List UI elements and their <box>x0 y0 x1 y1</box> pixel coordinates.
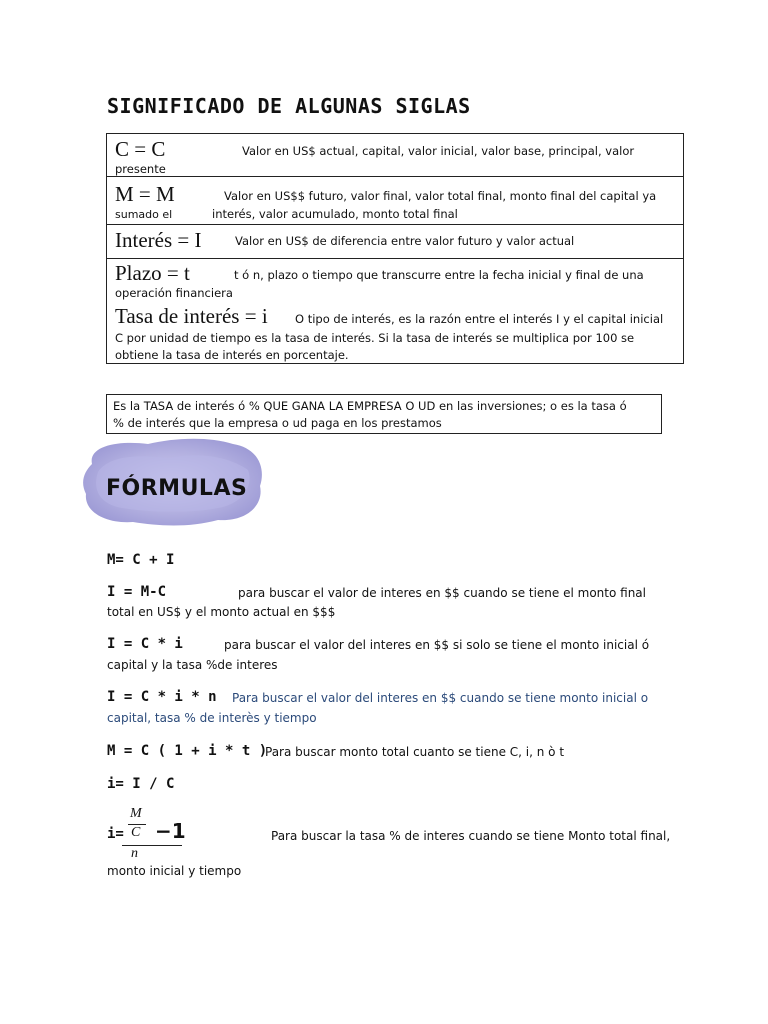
term-c: C = C <box>115 137 166 161</box>
formula-i-ci: I = C * i <box>107 636 183 652</box>
note-line-1: Es la TASA de interés ó % QUE GANA LA EMPRESA O UD en las inversiones; o es la tasa ó <box>113 399 627 413</box>
desc-tasa-3: obtiene la tasa de interés en porcentaje. <box>115 348 349 362</box>
formula-i-cin: I = C * i * n <box>107 689 217 705</box>
page-title: SIGNIFICADO DE ALGUNAS SIGLAS <box>107 94 471 118</box>
formula-tasa-desc-2: monto inicial y tiempo <box>107 864 242 878</box>
formula-m: M= C + I <box>107 552 175 568</box>
desc-c-2: presente <box>115 162 166 176</box>
term-interes: Interés = I <box>115 228 202 252</box>
formula-i-mc-desc-1: para buscar el valor de interes en $$ cuando se tiene el monto final <box>238 586 646 600</box>
formulas-heading: FÓRMULAS <box>106 476 248 501</box>
desc-tasa-1: O tipo de interés, es la razón entre el interés I y el capital inicial <box>295 312 664 326</box>
siglas-table <box>106 133 684 364</box>
formula-m-total: M = C ( 1 + i * t ) <box>107 743 268 759</box>
desc-interes: Valor en US$ de diferencia entre valor futuro y valor actual <box>235 234 575 248</box>
formula-i-mc-desc-2: total en US$ y el monto actual en $$$ <box>107 605 336 619</box>
note-line-2: % de interés que la empresa o ud paga en los prestamos <box>113 416 442 430</box>
formula-i-ci-desc-1: para buscar el valor del interes en $$ si solo se tiene el monto inicial ó <box>224 638 650 652</box>
formula-tasa-lhs: i= <box>107 826 124 842</box>
term-m: M = M <box>115 182 175 206</box>
formula-i-cin-desc-2: capital, tasa % de interès y tiempo <box>107 711 317 725</box>
table-divider <box>107 258 683 259</box>
fraction-minus-one: −1 <box>155 819 186 843</box>
table-divider <box>107 224 683 225</box>
term-plazo: Plazo = t <box>115 261 190 285</box>
formula-i-cin-desc-1: Para buscar el valor del interes en $$ cuando se tiene monto inicial o <box>232 691 649 705</box>
desc-m-2a: sumado el <box>115 208 173 221</box>
formula-tasa-desc-1: Para buscar la tasa % de interes cuando se tiene Monto total final, <box>271 829 671 843</box>
formula-i-mc: I = M-C <box>107 584 167 600</box>
fraction-m: M <box>130 806 142 821</box>
desc-m-1: Valor en US$$ futuro, valor final, valor total final, monto final del capital ya <box>224 189 657 203</box>
desc-plazo-1: t ó n, plazo o tiempo que transcurre entre la fecha inicial y final de una <box>234 268 644 282</box>
desc-plazo-2: operación financiera <box>115 286 233 300</box>
term-tasa: Tasa de interés = i <box>115 304 268 328</box>
fraction-n: n <box>131 846 138 861</box>
note-box <box>106 394 662 434</box>
formula-m-total-desc: Para buscar monto total cuanto se tiene C, i, n ò t <box>265 745 565 759</box>
table-divider <box>107 176 683 177</box>
desc-m-2b: interés, valor acumulado, monto total final <box>212 207 458 221</box>
formula-i-ic: i= I / C <box>107 776 175 792</box>
desc-c-1: Valor en US$ actual, capital, valor inicial, valor base, principal, valor <box>242 144 635 158</box>
fraction-c: C <box>131 825 141 840</box>
desc-tasa-2: C por unidad de tiempo es la tasa de interés. Si la tasa de interés se multiplica por 100 se <box>115 331 635 345</box>
formula-i-ci-desc-2: capital y la tasa %de interes <box>107 658 278 672</box>
